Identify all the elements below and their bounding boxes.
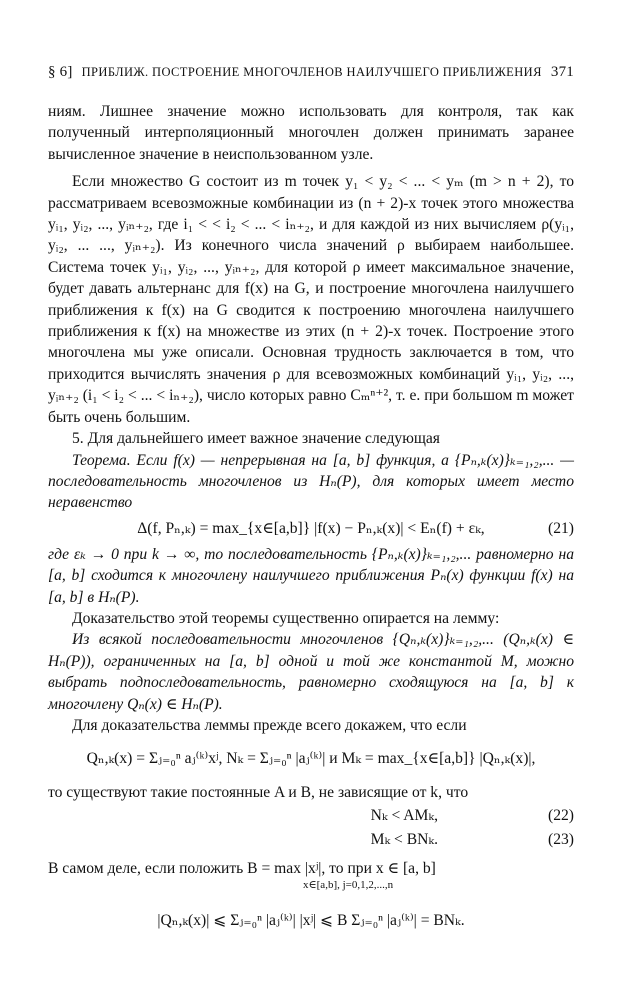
paragraph-set-G: Если множество G состоит из m точек y₁ < y₂ < ... < yₘ (m > n + 2), то рассматриваем всевозможные комбинации из (n + 2)-х точек этого множества yᵢ₁, yᵢ₂, ..., yᵢₙ₊₂, где i₁ < < i₂ < ... < iₙ₊₂, и для каждой из них вычисляем ρ(yᵢ₁, yᵢ₂, ... ..., yᵢₙ₊₂). Из конечного числа значений ρ выбираем наибольшее. Система точек yᵢ₁, yᵢ₂, ..., yᵢₙ₊₂, для которой ρ имеет максимальное значение, будет давать альтернанс для f(x) на G, и построение многочлена наилучшего приближения к f(x) на G сводится к построению многочлена наилучшего приближения к f(x) на множестве из этих (n + 2)-х точек. Построение этого многочлена мы уже описали. Основная трудность заключается в том, что приходится вычислять значения ρ для всевозможных комбинаций yᵢ₁, yᵢ₂, ..., yᵢₙ₊₂ (i₁ < i₂ < ... < iₙ₊₂), число которых равно Cₘⁿ⁺², т. е. при большом m может быть очень большим. xyxy=(48,173,574,426)
equation-23-number: (23) xyxy=(548,830,574,848)
equation-23 xyxy=(48,828,574,852)
running-header xyxy=(48,64,574,81)
equation-21 xyxy=(48,518,574,540)
paragraph-constants: то существуют такие постоянные A и B, не зависящие от k, что xyxy=(48,784,469,802)
paragraph-proof-intro: Доказательство этой теоремы существенно опирается на лемму: xyxy=(72,609,500,627)
paragraph-indeed: В самом деле, если положить B = max |xʲ|, то при x ∈ [a, b] xyxy=(48,859,436,877)
section-ref: § 6] xyxy=(48,64,73,80)
paragraph-lemma-proof: Для доказательства леммы прежде всего докажем, что если xyxy=(72,716,467,734)
equation-definitions-body: Qₙ,ₖ(x) = Σⱼ₌₀ⁿ aⱼ⁽ᵏ⁾xʲ, Nₖ = Σⱼ₌₀ⁿ |aⱼ⁽ᵏ⁾| и Mₖ = max_{x∈[a,b]} |Qₙ,ₖ(x)|, xyxy=(86,750,536,768)
equation-final-body: |Qₙ,ₖ(x)| ⩽ Σⱼ₌₀ⁿ |aⱼ⁽ᵏ⁾| |xʲ| ⩽ B Σⱼ₌₀ⁿ |aⱼ⁽ᵏ⁾| = BNₖ. xyxy=(157,912,465,930)
equation-22-body: Nₖ < AMₖ, xyxy=(370,806,439,824)
header-title: ПРИБЛИЖ. ПОСТРОЕНИЕ МНОГОЧЛЕНОВ НАИЛУЧШЕГО ПРИБЛИЖЕНИЯ xyxy=(81,65,542,79)
theorem-conclusion: где εₖ → 0 при k → ∞, то последовательность {Pₙ,ₖ(x)}ₖ₌₁,₂,... равномерно на [a, b] сходится к многочлену наилучшего приближения Pₙ(x) функции f(x) на [a, b] в Hₙ(P). xyxy=(48,545,574,606)
book-page xyxy=(48,64,574,936)
lemma-statement: Из всякой последовательности многочленов {Qₙ,ₖ(x)}ₖ₌₁,₂,... (Qₙ,ₖ(x) ∈ Hₙ(P)), ограниченных на [a, b] одной и той же константой M, можно выбрать подпоследовательность, равномерно сходящуюся на [a, b] к многочлену Qₙ(x) ∈ Hₙ(P). xyxy=(48,631,574,713)
max-subscript: x∈[a,b], j=0,1,2,...,n xyxy=(303,879,394,892)
equation-23-body: Mₖ < BNₖ. xyxy=(370,830,439,848)
paragraph-continuation: ниям. Лишнее значение можно использовать для контроля, так как полученный интерполяционный многочлен должен принимать заранее вычисленное значение в неиспользованном узле. xyxy=(48,103,574,163)
paragraph-item-5: 5. Для дальнейшего имеет важное значение следующая xyxy=(72,430,440,448)
equation-22-number: (22) xyxy=(548,806,574,824)
equation-definitions xyxy=(48,748,574,770)
equation-21-body: Δ(f, Pₙ,ₖ) = max_{x∈[a,b]} |f(x) − Pₙ,ₖ(x)| < Eₙ(f) + εₖ, xyxy=(137,519,485,537)
equation-21-number: (21) xyxy=(548,519,574,537)
equation-final xyxy=(48,910,574,932)
equation-22 xyxy=(48,804,574,828)
page-number: 371 xyxy=(550,64,574,80)
theorem-statement: Теорема. Если f(x) — непрерывная на [a, b] функция, а {Pₙ,ₖ(x)}ₖ₌₁,₂,... — последовательность многочленов из Hₙ(P), для которых имеет место неравенство xyxy=(48,451,574,512)
